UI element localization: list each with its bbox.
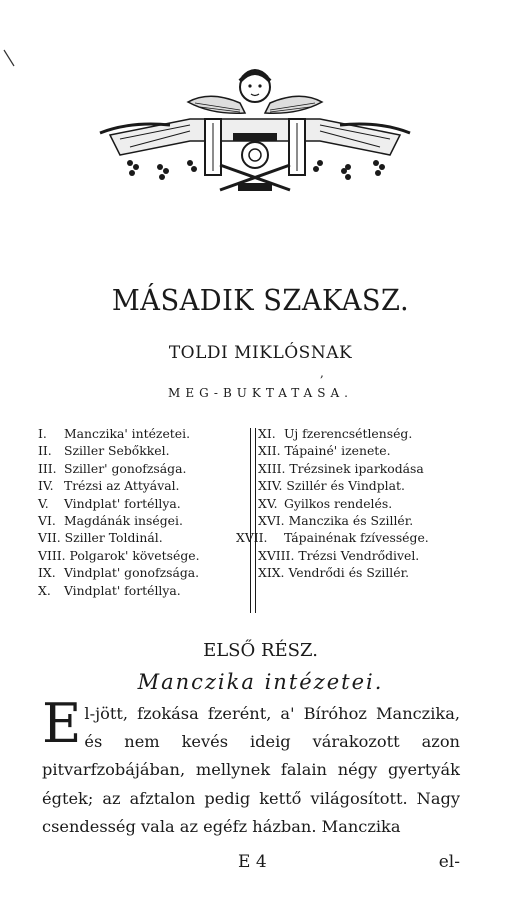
toc-item: IV. Trézsi az Attyával. [38,478,180,494]
stray-mark [2,48,16,70]
toc-item: XIX. Vendrődi és Szillér. [258,565,410,581]
toc-item: XVII. Tápainénak fzívessége. [236,530,429,546]
toc-item: V. Vindplat' fortéllya. [38,495,181,511]
chapter-heading: MÁSADIK SZAKASZ. [111,283,410,317]
toc-item: VII. Sziller Toldinál. [38,530,163,546]
toc-left-column [38,425,246,599]
toc-right-column [236,425,490,582]
section-title: ELSŐ RÉSZ. [203,640,318,661]
toc-item: IX. Vindplat' gonofzsága. [38,565,200,581]
toc-item: II. Sziller Sebőkkel. [38,443,170,459]
chapter-subheading-2: MEG-BUKTATASA. [168,386,353,400]
toc-item: XIII. Trézsinek iparkodása [258,460,424,476]
toc-item: VI. Magdánák inségei. [38,513,183,529]
toc-item: XI. Uj fzerencsétlenség. [258,426,413,441]
body-paragraph [42,692,460,841]
toc-item: XII. Tápainé' izenete. [258,443,391,459]
medallion-icon [233,133,277,168]
tick-mark: , [320,366,324,380]
toc-item: XVI. Manczika és Szillér. [258,513,414,529]
column-divider [250,428,256,613]
ornament-vignette [90,55,420,205]
page-footer [42,852,460,876]
catchword: el- [438,852,460,872]
toc-item: I. Manczika' intézetei. [38,426,191,441]
toc-item: III. Sziller' gonofzsága. [38,460,187,476]
toc-item: X. Vindplat' fortéllya. [38,582,181,598]
toc-item: XV. Gyilkos rendelés. [258,495,393,511]
cherub-head-icon [240,70,270,102]
toc-item: VIII. Polgarok' követsége. [38,547,200,563]
section-subtitle: Manczika intézetei. [137,670,384,694]
body-text: l-jött, fzokása fzerént, a' Bíróhoz Manczika, és nem kevés ideig várakozott azon pitvarfzobájában, mellynek falain négy gyertyák égtek; az afztalon pedig kettő világosított. Nagy csendesség vala az egéfz házban. Manczika [42,704,460,836]
chapter-subheading: TOLDI MIKLÓSNAK [168,343,353,363]
drop-capital: E [42,692,82,755]
toc-item: XIV. Szillér és Vindplat. [258,478,405,494]
toc-item: XVIII. Trézsi Vendrődivel. [258,547,420,563]
signature-mark: E 4 [238,852,267,872]
